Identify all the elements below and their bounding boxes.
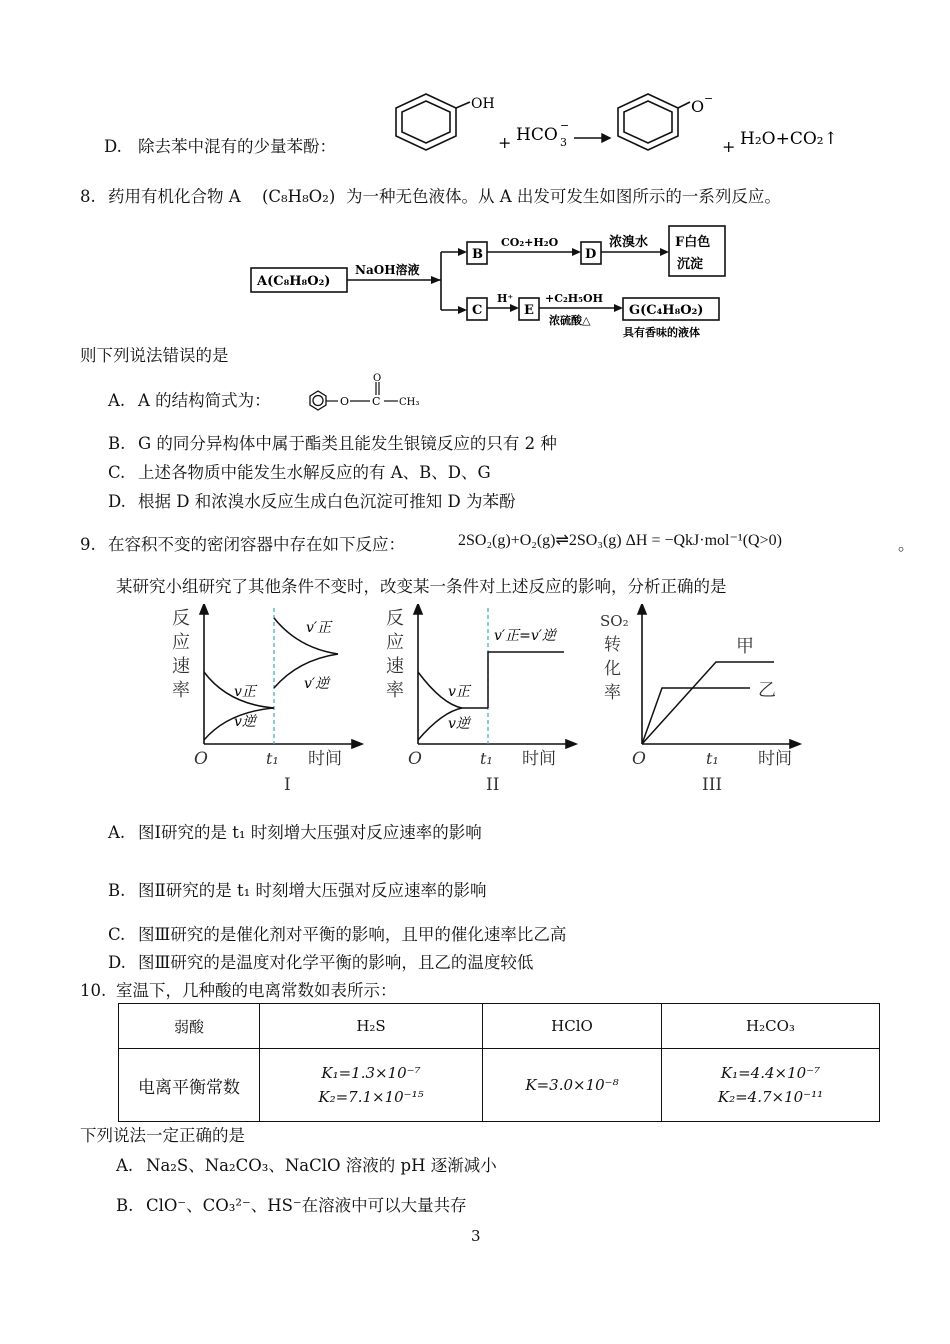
q8-option-d-text: 根据 D 和浓溴水反应生成白色沉淀可推知 D 为苯酚 <box>138 492 516 511</box>
scheme-a: A(C₈H₈O₂) <box>257 274 331 289</box>
q8-option-b-text: G 的同分异构体中属于酯类且能发生银镜反应的只有 2 种 <box>138 434 557 453</box>
scheme-br-water: 浓溴水 <box>609 235 649 250</box>
graph-2-roman: II <box>486 775 500 794</box>
q10-option-a-text: Na₂S、Na₂CO₃、NaClO 溶液的 pH 逐渐减小 <box>146 1156 497 1175</box>
scheme-d: D <box>585 247 597 262</box>
q7-option-d-text: 除去苯中混有的少量苯酚： <box>138 137 336 156</box>
graph-2-ylabel <box>386 608 404 701</box>
q8-stem-formula: (C₈H₈O₂) <box>262 187 336 206</box>
reaction-scheme <box>245 218 745 346</box>
reaction-arrow-icon <box>574 134 610 142</box>
table-header-h2co3: H₂CO₃ <box>662 1004 880 1049</box>
struct-c: C <box>372 395 381 408</box>
q9-stem2: 某研究小组研究了其他条件不变时，改变某一条件对上述反应的影响，分析正确的是 <box>116 577 727 596</box>
acid-constant-table <box>118 1003 880 1122</box>
q9-reaction: 2SO₂(g)+O₂(g)⇌2SO₃(g) ΔH = −QkJ·mol⁻¹(Q>0) <box>458 532 782 549</box>
graph-3-ylabel <box>600 612 629 703</box>
phenoxide-ring-icon <box>618 94 690 150</box>
svg-text:化: 化 <box>604 659 621 679</box>
q10-option-a-label: A. <box>116 1156 134 1175</box>
graph-2-v-fwd: v正 <box>448 684 470 700</box>
q9-option-c-text: 图Ⅲ研究的是催化剂对平衡的影响，且甲的催化速率比乙高 <box>138 925 567 944</box>
q8-option-c-text: 上述各物质中能发生水解反应的有 A、B、D、G <box>138 463 491 482</box>
scheme-e: E <box>524 303 534 318</box>
graph-3-yi-line <box>642 688 750 744</box>
svg-text:率: 率 <box>604 683 621 703</box>
table-header-h2s: H₂S <box>260 1004 483 1049</box>
q9-option-b-text: 图Ⅱ研究的是 t₁ 时刻增大压强对反应速率的影响 <box>138 881 487 900</box>
graph-3-origin: O <box>632 749 646 769</box>
graph-2 <box>382 604 582 794</box>
graph-3-jia-line <box>642 662 774 744</box>
scheme-b: B <box>472 247 483 262</box>
table-header-acid: 弱酸 <box>119 1004 260 1049</box>
q9-option-d-label: D. <box>108 953 126 972</box>
svg-text:反: 反 <box>172 608 190 629</box>
svg-text:SO₂: SO₂ <box>600 612 629 630</box>
svg-text:率: 率 <box>172 680 190 701</box>
struct-carbonyl-o: O <box>373 373 382 384</box>
q8-option-b-label: B. <box>108 434 126 453</box>
table-row <box>119 1049 880 1122</box>
graph-3-roman: III <box>702 775 723 794</box>
scheme-g: G(C₄H₈O₂) <box>629 303 704 318</box>
phenol-reaction-equation <box>380 88 860 160</box>
q7-option-d-label: D. <box>104 137 122 156</box>
graph-2-t1: t₁ <box>480 749 493 768</box>
q9-stem: 在容积不变的密闭容器中存在如下反应： <box>108 535 405 554</box>
graph-1-roman: I <box>284 775 291 794</box>
hco3-sup: − <box>560 119 570 132</box>
scheme-h-plus: H⁺ <box>497 292 514 305</box>
q8-stem-a: 药用有机化合物 A <box>108 187 241 206</box>
q10-option-b-text: ClO⁻、CO₃²⁻、HS⁻在溶液中可以大量共存 <box>146 1196 467 1215</box>
q8-option-c-label: C. <box>108 463 126 482</box>
phenoxide-o: O <box>691 97 705 116</box>
graph-1-v-rev: v逆 <box>234 714 256 730</box>
scheme-c: C <box>472 303 483 318</box>
scheme-f-1: F白色 <box>675 235 711 250</box>
q8-number: 8. <box>80 187 96 206</box>
svg-text:应: 应 <box>386 632 404 653</box>
graph-2-v-eq-line <box>488 652 564 708</box>
page-number: 3 <box>471 1227 481 1245</box>
eq-plus-2: + <box>722 137 736 156</box>
phenoxide-sup: − <box>704 92 714 105</box>
graph-1-ylabel <box>172 608 190 701</box>
graph-1-t1: t₁ <box>266 749 279 768</box>
table-header-row <box>119 1004 880 1049</box>
q10-stem: 室温下，几种酸的电离常数如表所示： <box>116 981 397 1000</box>
q9-period: 。 <box>898 535 915 554</box>
svg-text:应: 应 <box>172 632 190 653</box>
graph-2-xlabel: 时间 <box>522 749 556 769</box>
graph-1-v-rev2: v′逆 <box>304 676 330 692</box>
svg-text:速: 速 <box>172 656 190 677</box>
table-cell-h2co3 <box>662 1049 880 1122</box>
q9-option-a-text: 图Ⅰ研究的是 t₁ 时刻增大压强对反应速率的影响 <box>138 823 482 842</box>
q9-option-d-text: 图Ⅲ研究的是温度对化学平衡的影响，且乙的温度较低 <box>138 953 534 972</box>
scheme-acid: 浓硫酸△ <box>549 314 591 327</box>
table-cell-h2s <box>260 1049 483 1122</box>
hco3-text: HCO <box>516 125 558 145</box>
hco3-sub: 3 <box>560 136 567 149</box>
graph-2-v-eq: v′正=v′逆 <box>494 628 556 644</box>
scheme-ethanol: +C₂H₅OH <box>545 292 603 305</box>
q9-option-c-label: C. <box>108 925 126 944</box>
table-cell-hclo: K=3.0×10⁻⁸ <box>483 1049 662 1122</box>
phenyl-acetate-structure <box>292 372 432 418</box>
eq-plus-1: + <box>498 133 512 152</box>
graph-3 <box>598 604 808 794</box>
svg-text:反: 反 <box>386 608 404 629</box>
q8-option-a-text: A 的结构简式为： <box>138 391 271 410</box>
scheme-g-note: 具有香味的液体 <box>623 326 700 339</box>
graph-1-xlabel: 时间 <box>308 749 342 769</box>
svg-text:转: 转 <box>604 635 621 655</box>
phenol-oh: OH <box>471 96 495 112</box>
graph-1-v-fwd2: v′正 <box>306 620 332 636</box>
scheme-f-2: 沉淀 <box>677 257 704 272</box>
phenol-ring-icon <box>396 94 470 150</box>
svg-text:率: 率 <box>386 680 404 701</box>
q8-ask: 则下列说法错误的是 <box>80 346 229 365</box>
h2s-k1: K₁=1.3×10⁻⁷ <box>321 1064 421 1082</box>
graph-3-xlabel: 时间 <box>758 749 792 769</box>
h2co3-k2: K₂=4.7×10⁻¹¹ <box>717 1088 824 1106</box>
table-row-label: 电离平衡常数 <box>119 1049 260 1122</box>
graph-2-origin: O <box>408 749 422 769</box>
q10-ask: 下列说法一定正确的是 <box>80 1126 245 1145</box>
benzene-ring-icon <box>310 391 326 410</box>
scheme-naoh: NaOH溶液 <box>355 263 420 277</box>
q10-option-b-label: B. <box>116 1196 134 1215</box>
q9-number: 9. <box>80 535 96 554</box>
eq-products: H₂O+CO₂↑ <box>740 129 838 149</box>
graph-2-v-rev: v逆 <box>448 716 470 732</box>
graph-1-v-fwd: v正 <box>234 684 256 700</box>
scheme-co2: CO₂+H₂O <box>501 236 559 249</box>
svg-text:速: 速 <box>386 656 404 677</box>
graph-3-t1: t₁ <box>706 749 719 768</box>
q10-number: 10. <box>80 981 107 1000</box>
graph-3-yi: 乙 <box>758 680 776 701</box>
h2s-k2: K₂=7.1×10⁻¹⁵ <box>318 1088 424 1106</box>
table-header-hclo: HClO <box>483 1004 662 1049</box>
q9-option-a-label: A. <box>108 823 126 842</box>
q8-option-a-label: A. <box>108 391 126 410</box>
struct-o: O <box>340 395 350 408</box>
q8-stem-b: 为一种无色液体。从 A 出发可发生如图所示的一系列反应。 <box>346 187 781 206</box>
graph-3-jia: 甲 <box>736 636 754 657</box>
graph-1-origin: O <box>194 749 208 769</box>
h2co3-k1: K₁=4.4×10⁻⁷ <box>720 1064 821 1082</box>
q8-option-d-label: D. <box>108 492 126 511</box>
struct-ch3: CH₃ <box>399 397 420 408</box>
graph-1 <box>168 604 368 794</box>
q9-option-b-label: B. <box>108 881 126 900</box>
